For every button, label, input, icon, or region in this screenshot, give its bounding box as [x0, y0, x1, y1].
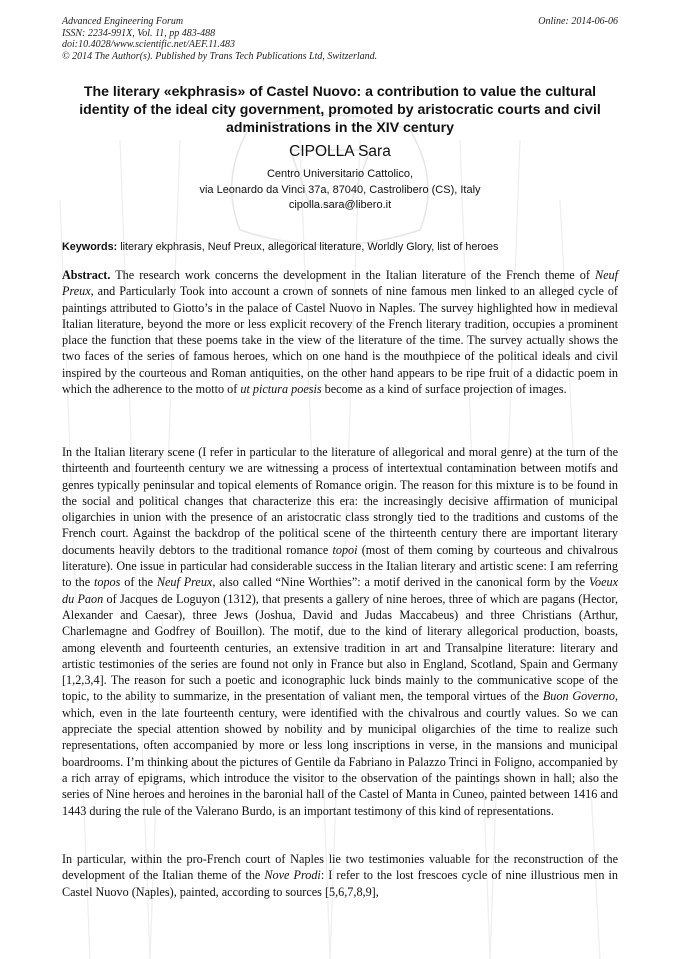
keywords-label: Keywords: — [62, 241, 118, 253]
journal-header — [62, 16, 618, 62]
copyright-line: © 2014 The Author(s). Published by Trans Tech Publications Ltd, Switzerland. — [62, 50, 378, 62]
abstract-italic: Neuf Preux — [62, 268, 618, 299]
paragraph-text: In the Italian literary scene (I refer in particular to the literature of allegorical and moral genre) at the turn of the thirteenth and fourteenth century we are witnessing a process of intertextual contamination between motifs and genres typically peninsular and topical elements of Romance origin. The reason for this mixture is to be found in the social and political changes that characterize this era: the increasingly decisive affirmation of municipal oligarchies in union with the presence of an aristocratic class strongly tied to the traditions and customs of the French court. Against the backdrop of the political scene of the thirteenth century there are important literary documents heavily debtors to the traditional romance — [62, 445, 618, 557]
abstract — [62, 267, 618, 397]
abstract-italic: ut pictura poesis — [240, 382, 322, 397]
paragraph-italic: topoi — [332, 542, 358, 557]
author-email[interactable]: cipolla.sara@libero.it — [288, 199, 392, 211]
paragraph-text: , also called “Nine Worthies”: a motif derived in the canonical form by the — [212, 575, 586, 590]
affiliation — [62, 167, 618, 214]
body-paragraph-2 — [62, 851, 618, 900]
paragraph-text: of Jacques de Loguyon (1312), that presents a gallery of nine heroes, three of which are pagans (Hector, Alexander and Caesar), three Jews (Joshua, David and Judas Maccabeus) and three Christians (Arthur, Charlemagne and Godfrey of Bouillon). The motif, due to the kind of literary allegorical production, boasts, among eleventh and fourteenth centuries, an extensive tradition in art and Transalpine literature: literary and artistic testimonies of the series are found not only in France but also in England, Scotland, Spain and Germany [1,2,3,4]. The reason for such a poetic and iconographic luck binds mainly to the communicative scope of the topic, to the ability to summarize, in the presentation of valiant men, the temporal virtues of the — [62, 591, 619, 704]
paragraph-italic: Buon Governo — [542, 689, 615, 704]
paragraph-text: (most of them coming by courteous and chivalrous literature). One issue in particular had considerable success in the Italian literary and artistic scene: I am referring to the — [62, 542, 619, 590]
abstract-text: , and Particularly Took into account a crown of sonnets of nine famous men linked to an alleged cycle of paintings attributed to Giotto’s in the palace of Castel Nuovo in Naples. The survey highlighted how in medieval Italian literature, beyond the more or less explicit recovery of the French literary tradition, occupies a prominent place the function that these poems take in the view of the literature of the time. The survey actually shows the two faces of the series of famous heroes, which on one hand is the mouthpiece of the political ideals and civil inspired by the courteous and Roman antiquities, on the other hand appears to be ripe fruit of a didactic poem in which the adherence to the motto of — [62, 284, 618, 397]
issn-line: ISSN: 2234-991X, Vol. 11, pp 483-488 — [62, 27, 216, 39]
paragraph-italic: Nove Prodi — [264, 868, 321, 883]
abstract-text: become as a kind of surface projection of images. — [324, 382, 567, 397]
paragraph-text: : I refer to the lost frescoes cycle of nine illustrious men in Castel Nuovo (Naples), painted, according to sources [5,6,7,8,9], — [62, 868, 619, 899]
author-name: CIPOLLA Sara — [289, 143, 391, 160]
affiliation-institution: Centro Universitario Cattolico, — [266, 168, 414, 180]
online-date: Online: 2014-06-06 — [538, 16, 618, 27]
abstract-label: Abstract. — [62, 268, 111, 282]
paragraph-italic: topos — [93, 575, 121, 590]
paragraph-text: , which, even in the late fourteenth century, were identified with the chivalrous and courtly values. So we can appreciate the special attention showed by nobility and by municipal oligarchies of the time to realize such representations, often accompanied by more or less long inscriptions in verse, in the mansions and municipal boardrooms. I’m thinking about the pictures of Gentile da Fabriano in Palazzo Trinci in Foligno, accompanied by a rich array of epigrams, which introduce the visitor to the observation of the paintings shown in hall; also the series of Nine heroes and heroines in the baronial hall of the Castel of Manta in Cuneo, painted between 1416 and 1443 during the rule of the Valerano Burdo, is an important testimony of this kind of representations. — [62, 689, 619, 818]
paragraph-italic: Neuf Preux — [156, 575, 213, 590]
paper-title: The literary «ekphrasis» of Castel Nuovo: a contribution to value the cultural identity of the ideal city government, promoted by aristocratic courts and civil administrations in the XIV century — [79, 83, 601, 135]
doi-line: doi:10.4028/www.scientific.net/AEF.11.483 — [62, 39, 236, 50]
paragraph-text: In particular, within the pro-French court of Naples lie two testimonies valuable for the reconstruction of the development of the Italian theme of the — [62, 852, 618, 883]
abstract-text: The research work concerns the development in the Italian literature of the French theme of — [115, 268, 590, 282]
keywords — [62, 240, 618, 254]
journal-name: Advanced Engineering Forum — [62, 16, 184, 27]
paragraph-text: of the — [124, 575, 154, 590]
body-paragraph-1 — [62, 444, 618, 819]
paragraph-italic: Voeux du Paon — [62, 575, 619, 606]
keywords-text: literary ekphrasis, Neuf Preux, allegorical literature, Worldly Glory, list of heroes — [120, 241, 499, 253]
affiliation-address: via Leonardo da Vinci 37a, 87040, Castrolibero (CS), Italy — [199, 183, 481, 196]
